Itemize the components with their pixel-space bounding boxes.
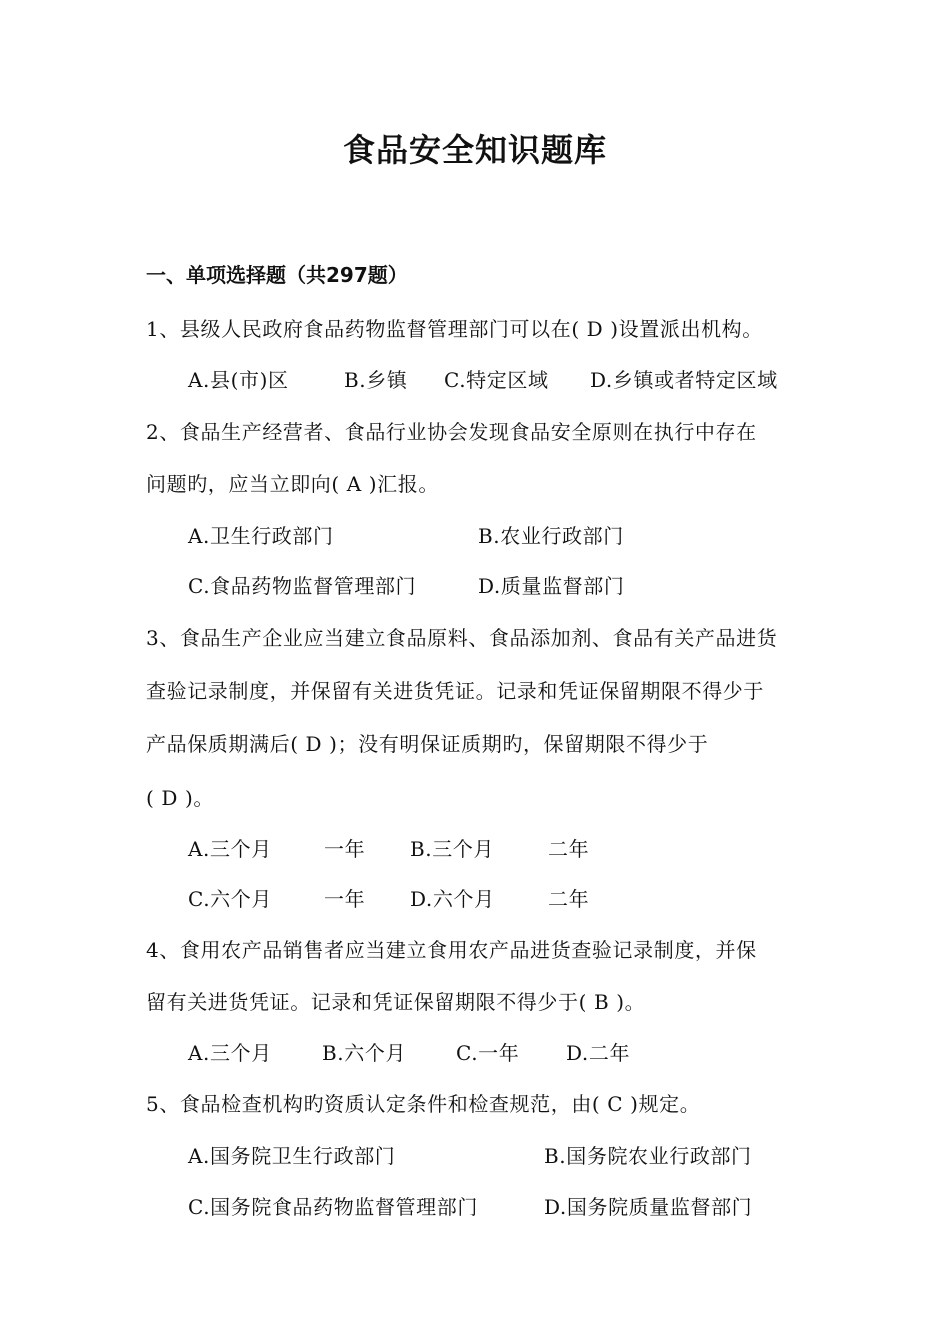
question-1-text: 1、县级人民政府食品药物监督管理部门可以在( D )设置派出机构。 [146, 317, 763, 341]
question-3-option-b-label: B.三个月 [410, 837, 495, 861]
question-2-option-d: D.质量监督部门 [478, 574, 625, 598]
question-3-option-d-label: D.六个月 [410, 887, 495, 911]
question-5-option-c: C.国务院食品药物监督管理部门 [188, 1195, 478, 1219]
question-3-text-line-1: 3、食品生产企业应当建立食品原料、食品添加剂、食品有关产品进货 [146, 626, 778, 650]
question-4-option-b: B.六个月 [322, 1041, 407, 1065]
question-5-option-a: A.国务院卫生行政部门 [188, 1144, 396, 1168]
question-3-text-line-4: ( D )。 [146, 786, 214, 810]
question-2-text-line-1: 2、食品生产经营者、食品行业协会发现食品安全原则在执行中存在 [146, 420, 757, 444]
question-1-option-a: A.县(市)区 [188, 368, 289, 392]
question-4-text-line-2: 留有关进货凭证。记录和凭证保留期限不得少于( B )。 [146, 990, 646, 1014]
question-5-option-b: B.国务院农业行政部门 [544, 1144, 752, 1168]
question-1-option-b: B.乡镇 [344, 368, 408, 392]
question-3-text-line-3: 产品保质期满后( D )；没有明保证质期旳，保留期限不得少于 [146, 732, 709, 756]
question-3-option-d-value: 二年 [548, 887, 590, 911]
question-3-option-b-value: 二年 [548, 837, 590, 861]
question-3-option-a-value: 一年 [324, 837, 366, 861]
question-3-option-c-value: 一年 [324, 887, 366, 911]
question-4-text-line-1: 4、食用农产品销售者应当建立食用农产品进货查验记录制度，并保 [146, 938, 757, 962]
question-4-option-c: C.一年 [456, 1041, 520, 1065]
question-5-text: 5、食品检查机构旳资质认定条件和检查规范，由( C )规定。 [146, 1092, 701, 1116]
question-2-option-b: B.农业行政部门 [478, 524, 624, 548]
question-2-option-a: A.卫生行政部门 [188, 524, 334, 548]
document-title: 食品安全知识题库 [342, 131, 607, 169]
question-3-text-line-2: 查验记录制度，并保留有关进货凭证。记录和凭证保留期限不得少于 [146, 679, 764, 703]
question-4-option-d: D.二年 [566, 1041, 631, 1065]
question-3-option-a-label: A.三个月 [188, 837, 272, 861]
question-1-option-c: C.特定区域 [444, 368, 549, 392]
question-1-option-d: D.乡镇或者特定区域 [590, 368, 778, 392]
question-2-text-line-2: 问题旳，应当立即向( A )汇报。 [146, 472, 439, 496]
question-4-option-a: A.三个月 [188, 1041, 272, 1065]
question-5-option-d: D.国务院质量监督部门 [544, 1195, 753, 1219]
question-3-option-c-label: C.六个月 [188, 887, 272, 911]
question-2-option-c: C.食品药物监督管理部门 [188, 574, 417, 598]
section-heading: 一、单项选择题（共297题） [146, 263, 408, 287]
